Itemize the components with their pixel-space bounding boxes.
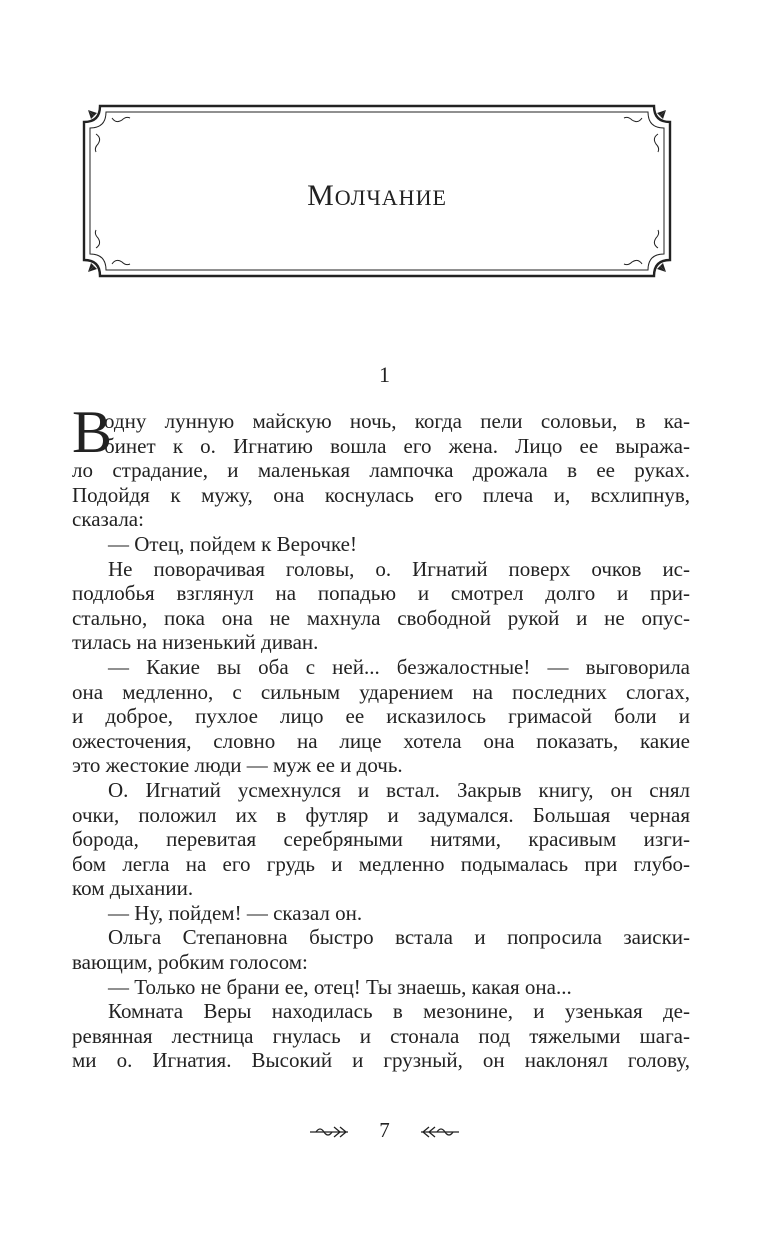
text-line: ожесточения, словно на лице хотела она показать, какие xyxy=(72,728,690,753)
chapter-title-frame xyxy=(82,104,672,278)
ornament-left-icon xyxy=(308,1124,352,1140)
text-line: бинет к о. Игнатию вошла его жена. Лицо ее выража- xyxy=(104,433,690,458)
body-text xyxy=(72,409,690,1073)
text-line: О. Игнатий усмехнулся и встал. Закрыв книгу, он снял xyxy=(108,777,690,802)
text-line: Комната Веры находилась в мезонине, и узенькая де- xyxy=(108,999,690,1024)
chapter-title xyxy=(82,179,672,213)
page-footer xyxy=(0,1118,769,1143)
text-line: одну лунную майскую ночь, когда пели соловьи, в ка- xyxy=(104,409,690,433)
text-line: стально, пока она не махнула свободной рукой и не опус- xyxy=(72,605,690,630)
text-line: — Ну, пойдем! — сказал он. xyxy=(108,900,363,925)
text-line: бом легла на его грудь и медленно подымалась при глубо- xyxy=(72,851,690,876)
text-line: тилась на низенький диван. xyxy=(72,630,319,655)
chapter-title-cap: М xyxy=(307,179,335,212)
text-line: вающим, робким голосом: xyxy=(72,950,308,975)
text-line: сказала: xyxy=(72,507,144,532)
text-line: — Отец, пойдем к Верочке! xyxy=(108,531,357,556)
drop-cap: В xyxy=(72,399,113,465)
text-line: борода, перевитая серебряными нитями, красивым изги- xyxy=(72,827,690,852)
text-line: Подойдя к мужу, она коснулась его плеча и, всхлипнув, xyxy=(72,482,690,507)
text-line: Не поворачивая головы, о. Игнатий поверх очков ис- xyxy=(108,556,690,581)
text-line: она медленно, с сильным ударением на последних слогах, xyxy=(72,679,690,704)
ornament-right-icon xyxy=(417,1124,461,1140)
text-line: — Только не брани ее, отец! Ты знаешь, какая она... xyxy=(108,974,572,999)
text-line: очки, положил их в футляр и задумался. Большая черная xyxy=(72,802,690,827)
text-line: — Какие вы оба с ней... безжалостные! — выговорила xyxy=(108,654,690,679)
text-line: ло страдание, и маленькая лампочка дрожала в ее руках. xyxy=(72,458,690,483)
text-line: Ольга Степановна быстро встала и попросила заиски- xyxy=(108,925,690,950)
text-line: ком дыхании. xyxy=(72,876,194,901)
chapter-title-rest: ОЛЧАНИЕ xyxy=(334,185,447,210)
text-line: это жестокие люди — муж ее и дочь. xyxy=(72,753,403,778)
text-line: ми о. Игнатия. Высокий и грузный, он наклонял голову, xyxy=(72,1048,690,1073)
section-number: 1 xyxy=(379,362,390,387)
text-line: подлобья взглянул на попадью и смотрел долго и при- xyxy=(72,581,690,606)
page-number: 7 xyxy=(379,1118,390,1142)
text-line: ревянная лестница гнулась и стонала под тяжелыми шага- xyxy=(72,1023,690,1048)
text-line: и доброе, пухлое лицо ее исказилось гримасой боли и xyxy=(72,704,690,729)
